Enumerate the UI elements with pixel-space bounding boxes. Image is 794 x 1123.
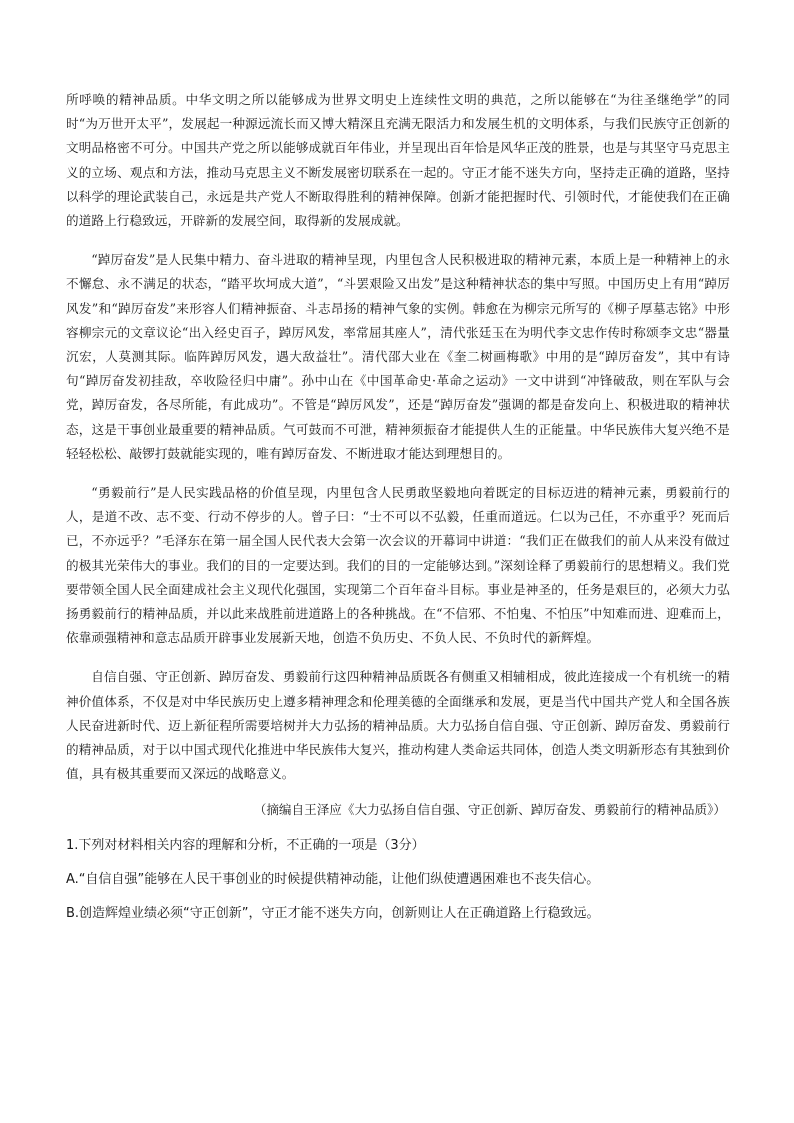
paragraph-yongyi-qianxing: “勇毅前行”是人民实践品格的价值呈现，内里包含人民勇敢坚毅地向着既定的目标迈进的精神元素，勇毅前行的人，是道不改、志不变、行动不停步的人。曾子曰：“士不可以不弘毅，任重而道远。仁以为己任，不亦重乎？死而后已，不亦远乎？”毛泽东在第一届全国人民代表大会第一次会议的开幕词中讲道：“我们正在做我们的前人从来没有做过的极其光荣伟大的事业。我们的目的一定要达到。我们的目的一定能够达到。”深刻诠释了勇毅前行的思想精义。我们党要带领全国人民全面建成社会主义现代化强国，实现第二个百年奋斗目标。事业是神圣的，任务是艰巨的，必须大力弘扬勇毅前行的精神品质，并以此来战胜前进道路上的各种挑战。在“不信邪、不怕鬼、不怕压”中知难而进、迎难而上，依靠顽强精神和意志品质开辟事业发展新天地，创造不负历史、不负人民、不负时代的新辉煌。	[66, 485, 730, 646]
paragraph-shouzheng-chuangxin: 所呼唤的精神品质。中华文明之所以能够成为世界文明史上连续性文明的典范，之所以能够在“为往圣继绝学”的同时“为万世开太平”，发展起一种源远流长而又博大精深且充满无限活力和发展生机的文明体系，与我们民族守正创新的文明品格密不可分。中国共产党之所以能够成就百年伟业，并呈现出百年恰是风华正茂的胜景，也是与其坚守马克思主义的立场、观点和方法，推动马克思主义不断发展密切联系在一起的。守正才能不迷失方向，坚持走正确的道路，坚持以科学的理论武装自己，永远是共产党人不断取得胜利的精神保障。创新才能把握时代、引领时代，才能使我们在正确的道路上行稳致远，开辟新的发展空间，取得新的发展成就。	[66, 92, 730, 229]
paragraph-summary: 自信自强、守正创新、踔厉奋发、勇毅前行这四种精神品质既各有侧重又相辅相成，彼此连接成一个有机统一的精神价值体系，不仅是对中华民族历史上遵多精神理念和伦理美德的全面继承和发展，更是当代中国共产党人和全国各族人民奋进新时代、迈上新征程所需要培树并大力弘扬的精神品质。大力弘扬自信自强、守正创新、踔厉奋发、勇毅前行的精神品质，对于以中国式现代化推进中华民族伟大复兴，推动构建人类命运共同体，创造人类文明新形态有其独到价值，具有极其重要而又深远的战略意义。	[66, 669, 730, 782]
source-citation: （摘编自王泽应《大力弘扬自信自强、守正创新、踔厉奋发、勇毅前行的精神品质》）	[253, 802, 726, 818]
question-1: 1.下列对材料相关内容的理解和分析，不正确的一项是（3分）	[66, 838, 425, 854]
option-b: B.创造辉煌业绩必须“守正创新”，守正才能不迷失方向，创新则让人在正确道路上行稳致远。	[66, 906, 600, 922]
paragraph-zhuoli-fenfa: “踔厉奋发”是人民集中精力、奋斗进取的精神呈现，内里包含人民积极进取的精神元素，本质上是一种精神上的永不懈怠、永不满足的状态，“踏平坎坷成大道”，“斗罢艰险又出发”是这种精神状态的集中写照。中国历史上有用“踔厉风发”和“踔厉奋发”来形容人们精神振奋、斗志昂扬的精神气象的实例。韩愈在为柳宗元所写的《柳子厚墓志铭》中形容柳宗元的文章议论“出入经史百子，踔厉风发，率常屈其座人”，清代张廷玉在为明代李文忠作传时称颂李文忠“器量沉宏，人莫测其际。临阵踔厉风发，遇大敌益壮”。清代邵大业在《奎二树画梅歌》中用的是“踔厉奋发”，其中有诗句“踔厉奋发初挂敌，卒收险径归中庸”。孙中山在《中国革命史·革命之运动》一文中讲到“冲锋破敌，则在军队与会党，踔厉奋发，各尽所能，有此成功”。不管是“踔厉风发”，还是“踔厉奋发”强调的都是奋发向上、积极进取的精神状态，这是干事创业最重要的精神品质。气可鼓而不可泄，精神须振奋才能提供人生的正能量。中华民族伟大复兴绝不是轻轻松松、敲锣打鼓就能实现的，唯有踔厉奋发、不断进取才能达到理想目的。	[66, 252, 730, 461]
option-a: A.“自信自强”能够在人民干事创业的时候提供精神动能，让他们纵使遭遇困难也不丧失信心。	[66, 872, 600, 888]
